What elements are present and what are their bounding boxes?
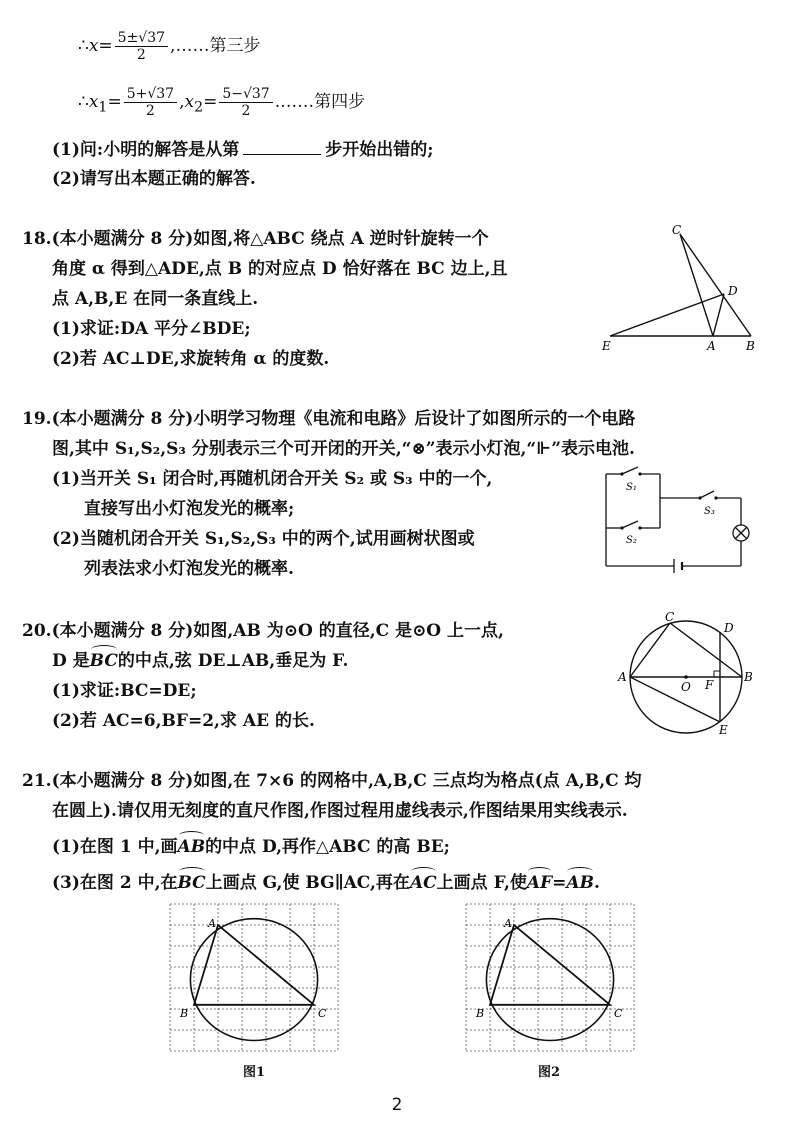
label-s1: S₁	[626, 482, 637, 493]
switch-s1	[622, 467, 638, 474]
q19-sub1b: 直接写出小灯泡发光的概率;	[84, 499, 295, 519]
label-B: B	[476, 1006, 485, 1020]
switch-s2	[622, 521, 638, 528]
q18-line2: 角度 α 得到△ADE,点 B 的对应点 D 恰好落在 BC 边上,且	[52, 259, 508, 279]
label-D: D	[724, 621, 734, 635]
label-A: A	[707, 339, 716, 353]
q18-sub2: (2)若 AC⊥DE,求旋转角 α 的度数.	[52, 349, 330, 369]
label-D: D	[728, 284, 738, 298]
q21-line1: 21.(本小题满分 8 分)如图,在 7×6 的网格中,A,B,C 三点均为格点(点 A,B,C 均	[22, 771, 642, 791]
figure-2-caption: 图2	[538, 1065, 561, 1080]
line-DA	[713, 294, 724, 336]
label-C: C	[318, 1006, 327, 1020]
arc-AC: AC	[409, 873, 437, 893]
label-s3: S₃	[704, 506, 715, 517]
label-O: O	[681, 680, 691, 694]
q20-line2: D 是BC的中点,弦 DE⊥AB,垂足为 F.	[52, 651, 349, 671]
page-number: 2	[391, 1095, 403, 1115]
q19-sub2a: (2)当随机闭合开关 S₁,S₂,S₃ 中的两个,试用画树状图或	[52, 529, 475, 549]
q18-triangle-figure	[596, 222, 776, 354]
q21-line2: 在圆上).请仅用无刻度的直尺作图,作图过程用虚线表示,作图结果用实线表示.	[52, 801, 628, 821]
label-A: A	[618, 670, 627, 684]
label-C: C	[614, 1006, 623, 1020]
label-B: B	[746, 339, 755, 353]
q19-sub2b: 列表法求小灯泡发光的概率.	[84, 559, 294, 579]
line-CA	[680, 234, 713, 336]
triangle-ABC	[194, 925, 314, 1005]
circle	[486, 919, 613, 1041]
q20-sub2: (2)若 AC=6,BF=2,求 AE 的长.	[52, 711, 315, 731]
figure-1-caption: 图1	[243, 1065, 266, 1080]
q18-sub1: (1)求证:DA 平分∠BDE;	[52, 319, 251, 339]
fraction: $\frac{5-√37}{2}$	[219, 86, 272, 119]
q18-line1: 18.(本小题满分 8 分)如图,将△ABC 绕点 A 逆时针旋转一个	[22, 229, 489, 249]
label-A: A	[504, 917, 512, 930]
switch-s3	[700, 491, 714, 498]
q17-sub1: (1)问:小明的解答是从第 步开始出错的;	[52, 140, 434, 160]
label-B: B	[180, 1006, 189, 1020]
solution-step-3: ∴x= $\frac{5\pm√37}{2}$ ,……第三步	[78, 30, 261, 63]
q19-circuit-figure	[596, 462, 766, 578]
fraction: $\frac{5\pm√37}{2}$	[115, 30, 168, 63]
label-C: C	[665, 610, 675, 624]
q19-sub1a: (1)当开关 S₁ 闭合时,再随机闭合开关 S₂ 或 S₃ 中的一个,	[52, 469, 493, 489]
center-point	[684, 675, 688, 679]
q21-sub3: (3)在图 2 中,在BC上画点 G,使 BG∥AC,再在AC上画点 F,使AF=AB.	[52, 873, 600, 893]
arc-AB: AB	[566, 873, 594, 893]
q17-sub2: (2)请写出本题正确的解答.	[52, 169, 256, 189]
q19-line1: 19.(本小题满分 8 分)小明学习物理《电流和电路》后设计了如图所示的一个电路	[22, 409, 636, 429]
circle	[190, 919, 317, 1041]
chord-AC	[630, 623, 670, 677]
fraction: $\frac{5+√37}{2}$	[124, 86, 177, 119]
label-F: F	[705, 678, 714, 692]
arc-BC: BC	[89, 651, 118, 671]
arc-AB: AB	[177, 837, 206, 857]
line-CB	[680, 234, 751, 336]
q19-line2: 图,其中 S₁,S₂,S₃ 分别表示三个可开闭的开关,“⊗”表示小灯泡,“⊩”表示电池.	[52, 439, 635, 459]
q20-line1: 20.(本小题满分 8 分)如图,AB 为⊙O 的直径,C 是⊙O 上一点,	[22, 621, 504, 641]
triangle-ABC	[490, 925, 610, 1005]
label-C: C	[672, 223, 682, 237]
q20-sub1: (1)求证:BC=DE;	[52, 681, 197, 701]
q21-grid-figure-1	[164, 898, 350, 1060]
label-B: B	[744, 670, 753, 684]
label-E: E	[602, 339, 611, 353]
arc-BC: BC	[177, 873, 206, 893]
answer-blank[interactable]	[243, 138, 321, 155]
solution-step-4: $\therefore x_1=$ $\frac{5+√37}{2}$ $,x_2=$ $\frac{5-√37}{2}$ .……第四步	[78, 86, 366, 119]
label-A: A	[208, 917, 216, 930]
q21-grid-figure-2	[460, 898, 646, 1060]
q20-circle-figure	[616, 610, 762, 736]
label-s2: S₂	[626, 535, 637, 546]
label-E: E	[719, 723, 728, 736]
q21-sub1: (1)在图 1 中,画AB的中点 D,再作△ABC 的高 BE;	[52, 837, 450, 857]
arc-AF: AF	[526, 873, 553, 893]
q18-line3: 点 A,B,E 在同一条直线上.	[52, 289, 259, 309]
